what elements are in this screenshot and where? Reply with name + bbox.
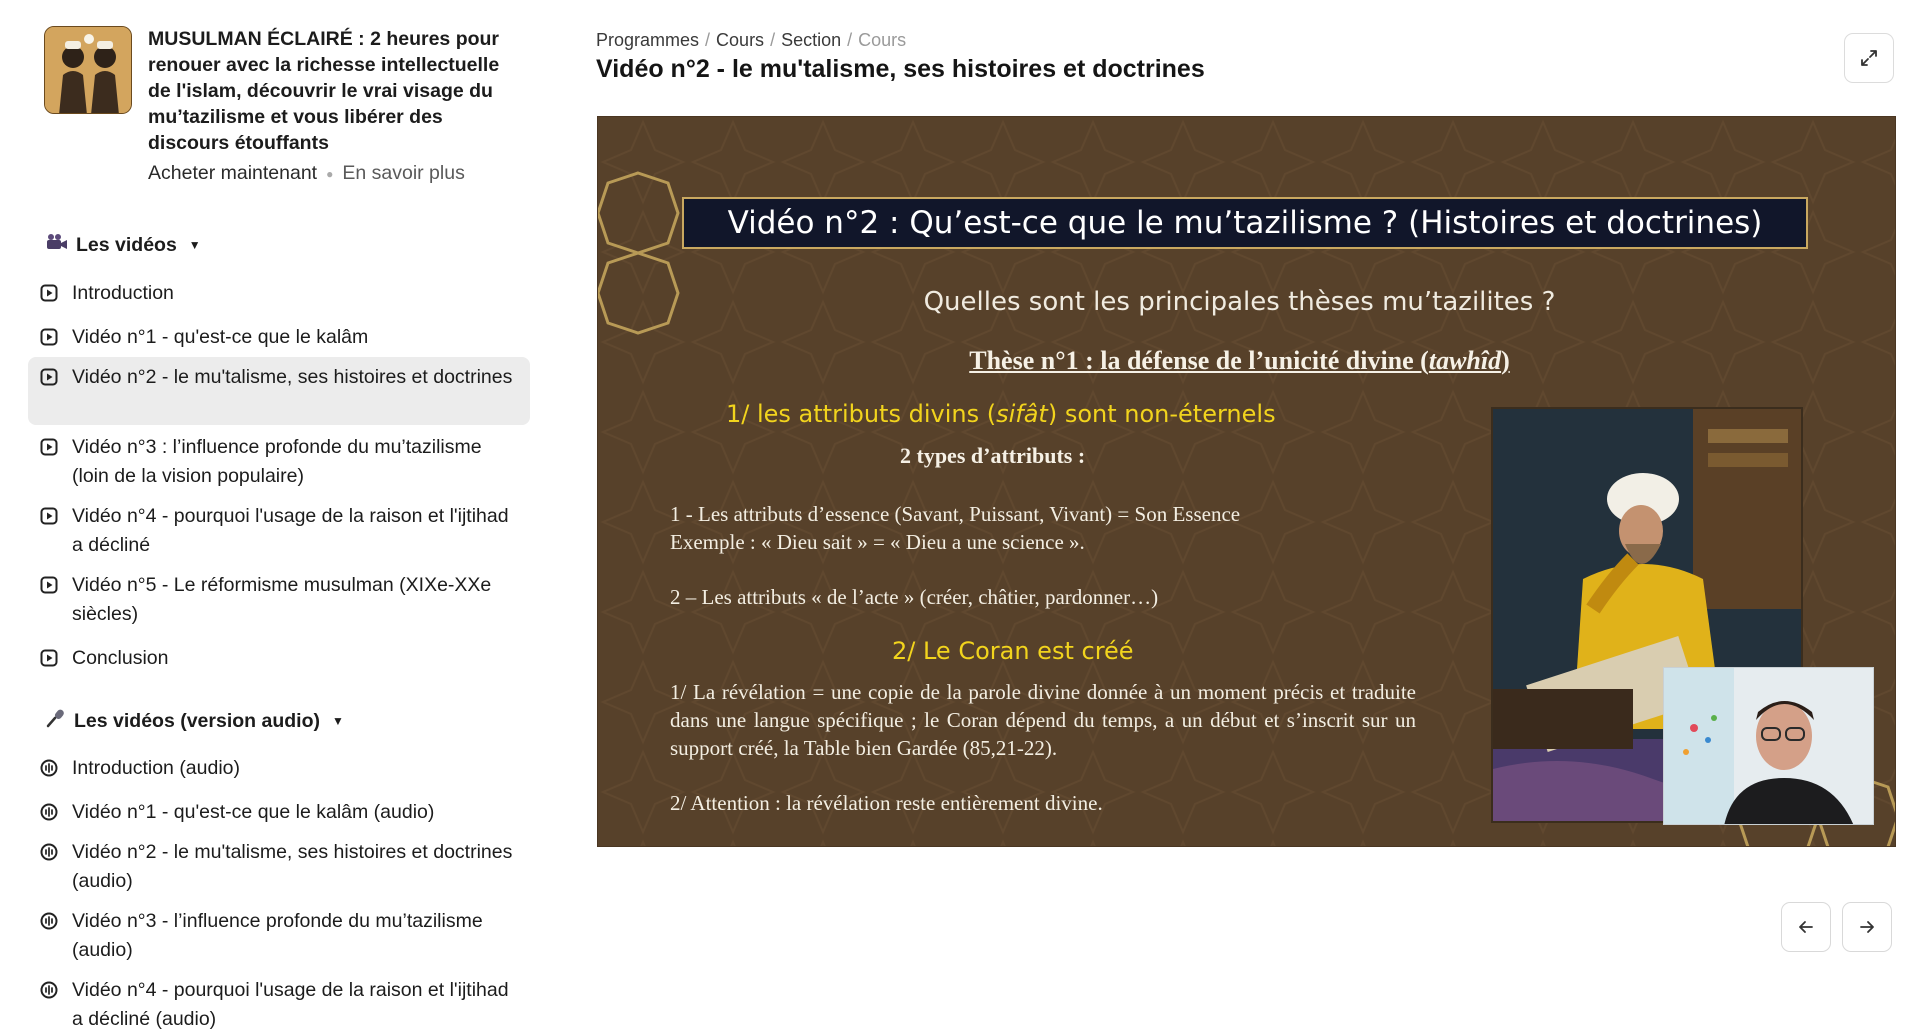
breadcrumb-separator: / xyxy=(770,30,776,50)
course-thumbnail[interactable] xyxy=(44,26,132,114)
webcam-overlay xyxy=(1663,667,1874,825)
play-square-icon xyxy=(40,284,58,302)
lesson-label: Conclusion xyxy=(72,647,169,669)
section-header-audio[interactable] xyxy=(46,708,344,734)
lesson-item[interactable] xyxy=(28,427,530,497)
lesson-item[interactable] xyxy=(28,832,530,902)
lesson-item[interactable] xyxy=(28,970,530,1036)
slide-these-heading xyxy=(598,346,1896,376)
breadcrumb xyxy=(596,30,906,51)
lesson-label: Introduction xyxy=(72,282,174,304)
lesson-item[interactable] xyxy=(28,273,530,314)
breadcrumb-programmes[interactable]: Programmes xyxy=(596,30,700,50)
expand-icon xyxy=(1859,48,1879,68)
section-header-videos[interactable] xyxy=(46,233,201,257)
attr-term: sifât xyxy=(996,400,1048,428)
slide-paragraph-2: 2/ Attention : la révélation reste entièrement divine. xyxy=(670,791,1103,815)
breadcrumb-cours[interactable]: Cours xyxy=(716,30,765,50)
section-title: Les vidéos (version audio) xyxy=(74,709,320,732)
slide-line-1: 1 - Les attributs d’essence (Savant, Puissant, Vivant) = Son Essence xyxy=(670,502,1241,526)
slide-paragraph-1: 1/ La révélation = une copie de la parole divine donnée à un moment précis et traduite dans une langue spécifique ; le Coran dépend du temps, a un début et s’inscrit sur un support créé, la Table bien Gardée (85,21-22). xyxy=(670,680,1416,760)
next-lesson-button[interactable] xyxy=(1842,902,1892,952)
lesson-label: Vidéo n°5 - Le réformisme musulman (XIXe-XXe siècles) xyxy=(72,574,492,625)
arrow-left-icon xyxy=(1796,917,1816,937)
lesson-label: Vidéo n°1 - qu'est-ce que le kalâm (audio) xyxy=(72,801,435,823)
slide-coran-heading: 2/ Le Coran est créé xyxy=(892,637,1134,665)
slide-attributes-heading xyxy=(726,400,1276,428)
these-suffix: ) xyxy=(1501,346,1510,375)
play-square-icon xyxy=(40,438,58,456)
lesson-label: Vidéo n°3 - l’influence profonde du mu’tazilisme (audio) xyxy=(72,910,483,961)
breadcrumb-separator: / xyxy=(705,30,711,50)
these-prefix: Thèse n°1 : la défense de l’unicité divine ( xyxy=(969,346,1429,375)
slide-line-3: 2 – Les attributs « de l’acte » (créer, châtier, pardonner…) xyxy=(670,585,1159,609)
lesson-item[interactable] xyxy=(28,792,530,833)
lesson-label: Vidéo n°3 : l’influence profonde du mu’tazilisme (loin de la vision populaire) xyxy=(72,436,482,487)
lesson-label: Vidéo n°2 - le mu'talisme, ses histoires et doctrines xyxy=(72,366,513,388)
course-sidebar xyxy=(0,0,560,1036)
arrow-right-icon xyxy=(1857,917,1877,937)
play-square-icon xyxy=(40,328,58,346)
slide-subtitle: Quelles sont les principales thèses mu’tazilites ? xyxy=(923,287,1556,317)
lesson-label: Introduction (audio) xyxy=(72,757,241,779)
audio-wave-icon xyxy=(40,981,58,999)
lesson-item[interactable] xyxy=(28,317,530,358)
caret-down-icon: ▼ xyxy=(188,238,201,252)
page-title: Vidéo n°2 - le mu'talisme, ses histoires et doctrines xyxy=(596,55,1205,83)
breadcrumb-current: Cours xyxy=(858,30,907,50)
movie-camera-icon xyxy=(46,233,68,257)
breadcrumb-section[interactable]: Section xyxy=(781,30,842,50)
attr-suffix: ) sont non-éternels xyxy=(1047,400,1276,428)
slide-title: Vidéo n°2 : Qu’est-ce que le mu’tazilisme ? (Histoires et doctrines) xyxy=(727,205,1763,241)
audio-wave-icon xyxy=(40,759,58,777)
play-square-icon xyxy=(40,368,58,386)
separator-dot: ● xyxy=(326,166,334,181)
slide-line-2: Exemple : « Dieu sait » = « Dieu a une science ». xyxy=(670,530,1085,554)
lesson-item[interactable] xyxy=(28,901,530,971)
play-square-icon xyxy=(40,649,58,667)
breadcrumb-separator: / xyxy=(847,30,853,50)
video-player[interactable] xyxy=(597,116,1896,847)
slide-title-box xyxy=(682,197,1808,249)
lesson-label: Vidéo n°4 - pourquoi l'usage de la raison et l'ijtihad a décliné xyxy=(72,505,509,556)
caret-down-icon: ▼ xyxy=(331,714,344,728)
these-term: tawhîd xyxy=(1428,346,1502,375)
lesson-item[interactable] xyxy=(28,565,530,635)
section-title: Les vidéos xyxy=(76,233,177,256)
attr-prefix: 1/ les attributs divins ( xyxy=(726,400,997,428)
lesson-label: Vidéo n°2 - le mu'talisme, ses histoires et doctrines (audio) xyxy=(72,841,513,892)
lesson-label: Vidéo n°4 - pourquoi l'usage de la raison et l'ijtihad a décliné (audio) xyxy=(72,979,509,1030)
audio-wave-icon xyxy=(40,803,58,821)
previous-lesson-button[interactable] xyxy=(1781,902,1831,952)
lesson-item-active[interactable] xyxy=(28,357,530,425)
play-square-icon xyxy=(40,507,58,525)
learn-more-link[interactable]: En savoir plus xyxy=(342,162,465,184)
lesson-item[interactable] xyxy=(28,638,530,679)
lesson-label: Vidéo n°1 - qu'est-ce que le kalâm xyxy=(72,326,369,348)
slide-types-heading: 2 types d’attributs : xyxy=(900,443,1086,468)
fullscreen-button[interactable] xyxy=(1844,33,1894,83)
lesson-item[interactable] xyxy=(28,748,530,789)
course-header xyxy=(44,26,514,185)
audio-wave-icon xyxy=(40,912,58,930)
course-title: MUSULMAN ÉCLAIRÉ : 2 heures pour renouer avec la richesse intellectuelle de l'islam, découvrir le vrai visage du mu’tazilisme et vous libérer des discours étouffants xyxy=(148,28,500,154)
lesson-item[interactable] xyxy=(28,496,530,566)
play-square-icon xyxy=(40,576,58,594)
buy-now-link[interactable]: Acheter maintenant xyxy=(148,162,318,184)
audio-wave-icon xyxy=(40,843,58,861)
microphone-icon xyxy=(46,708,66,734)
